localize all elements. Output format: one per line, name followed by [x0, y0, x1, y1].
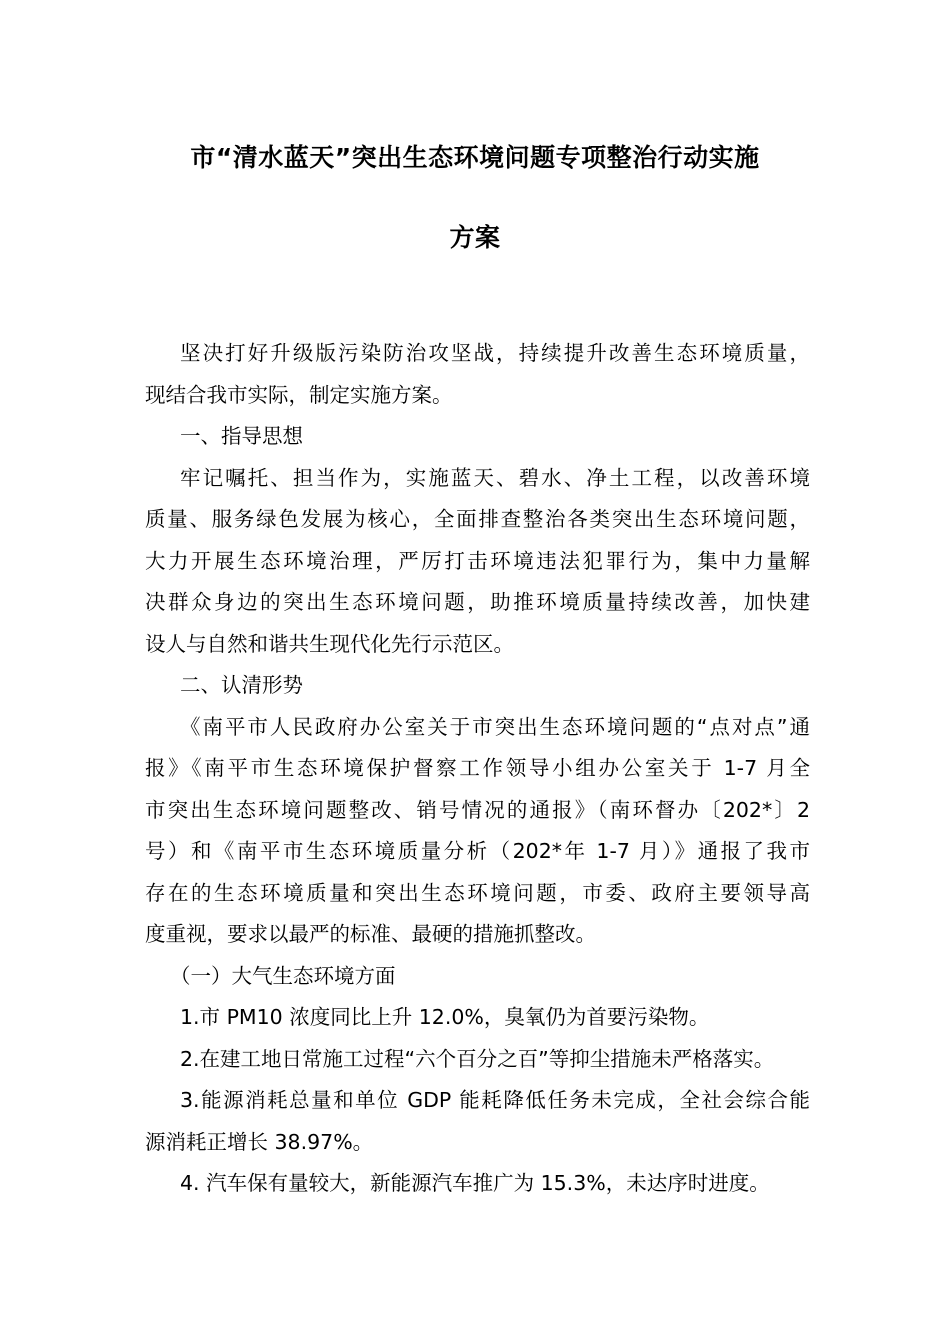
- intro-line: 坚决打好升级版污染防治攻坚战，持续提升改善生态环境质量，: [180, 341, 810, 365]
- section2-line: 度重视，要求以最严的标准、最硬的措施抓整改。: [145, 922, 596, 946]
- section2-line: 报》《南平市生态环境保护督察工作领导小组办公室关于 1-7 月全: [145, 756, 810, 780]
- document-title-line-1: 市“清水蓝天”突出生态环境问题专项整治行动实施: [190, 143, 760, 172]
- section2-line: 市突出生态环境问题整改、销号情况的通报》（南环督办〔202*〕2: [145, 797, 810, 822]
- list-item-line: 3.能源消耗总量和单位 GDP 能耗降低任务未完成，全社会综合能: [180, 1088, 810, 1112]
- section1-line: 大力开展生态环境治理，严厉打击环境违法犯罪行为，集中力量解: [145, 548, 810, 573]
- intro-line: 现结合我市实际，制定实施方案。: [145, 382, 453, 407]
- list-item: [145, 1080, 810, 1163]
- list-item: 4. 汽车保有量较大，新能源汽车推广为 15.3%，未达序时进度。: [180, 1171, 770, 1195]
- section1-line: 牢记嘱托、担当作为，实施蓝天、碧水、净土工程，以改善环境: [180, 465, 810, 490]
- section1-paragraph: [145, 458, 810, 666]
- list-item: 2.在建工地日常施工过程“六个百分之百”等抑尘措施未严格落实。: [180, 1046, 775, 1071]
- section1-line: 决群众身边的突出生态环境问题，助推环境质量持续改善，加快建: [145, 590, 810, 614]
- subsection-heading-air: （一）大气生态环境方面: [170, 963, 396, 988]
- list-item-line: 源消耗正增长 38.97%。: [145, 1129, 374, 1154]
- section2-line: 《南平市人民政府办公室关于市突出生态环境问题的“点对点”通: [180, 714, 810, 739]
- intro-paragraph: [145, 333, 810, 416]
- section2-paragraph: [145, 707, 810, 956]
- section-heading-situation: 二、认清形势: [180, 673, 303, 697]
- section1-line: 设人与自然和谐共生现代化先行示范区。: [145, 631, 514, 656]
- document-body: [145, 333, 810, 1205]
- section2-line: 存在的生态环境质量和突出生态环境问题，市委、政府主要领导高: [145, 880, 810, 905]
- list-item: 1.市 PM10 浓度同比上升 12.0%，臭氧仍为首要污染物。: [180, 1005, 710, 1029]
- section-heading-guiding-ideology: 一、指导思想: [180, 424, 303, 448]
- section2-line: 号）和《南平市生态环境质量分析（202*年 1-7 月）》通报了我市: [145, 839, 810, 863]
- document-title-line-2: 方案: [449, 223, 501, 252]
- section1-line: 质量、服务绿色发展为核心，全面排查整治各类突出生态环境问题，: [145, 507, 810, 531]
